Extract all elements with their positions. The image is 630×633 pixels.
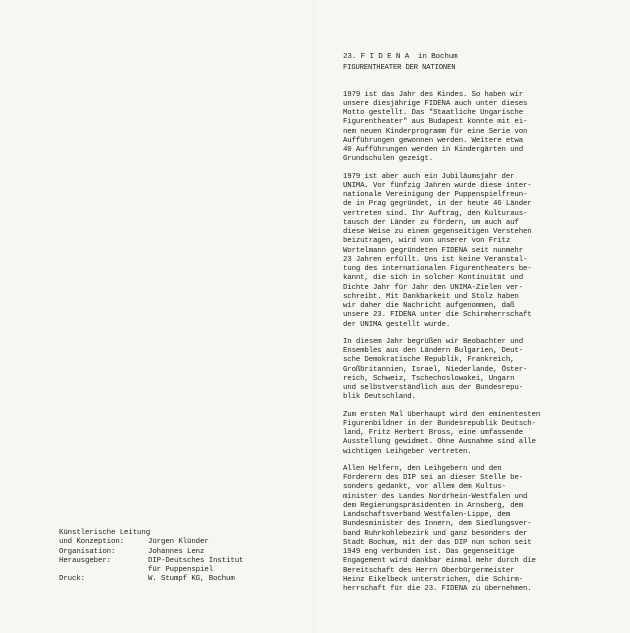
- text-line: sonders gedankt, vor allem dem Kultus-: [343, 483, 506, 492]
- text-line: In diesem Jahr begrüßen wir Beobachter und: [343, 337, 523, 346]
- text-line: Dichte Jahr für Jahr den UNIMA-Zielen ver-: [343, 283, 523, 292]
- text-line: schreibt. Mit Dankbarkeit und Stolz haben: [343, 292, 519, 301]
- credit-row: [59, 575, 309, 584]
- text-line: wichtigen Leihgeber vertreten.: [343, 447, 472, 456]
- credit-row: [59, 548, 309, 557]
- text-line: Engagement wird dankbar einmal mehr durch die: [343, 557, 536, 566]
- text-line: de in Prag gegründet, in der heute 46 Länder: [343, 200, 532, 209]
- text-line: der UNIMA gestellt wurde.: [343, 320, 451, 329]
- credits-rows: [59, 538, 309, 584]
- text-line: blik Deutschland.: [343, 393, 416, 402]
- text-line: unsere 23. FIDENA unter die Schirmherrschaft: [343, 311, 532, 320]
- credit-label: Organisation:: [59, 547, 116, 556]
- text-line: minister des Landes Nordrhein-Westfalen und: [343, 492, 528, 501]
- credit-value: DIP-Deutsches Institut: [148, 556, 244, 565]
- credit-value: Jürgen Klünder: [148, 538, 209, 547]
- text-line: UNIMA. Vor fünfzig Jahren wurde diese inter-: [343, 181, 532, 190]
- text-line: wir daher die Nachricht aufgenommen, daß: [343, 302, 515, 310]
- text-line: tausch der Länder zu fördern, um auch auf: [343, 218, 519, 227]
- text-line: unsere diesjährige FIDENA auch unter dieses: [343, 99, 528, 108]
- text-line: Motto gestellt. Das "Staatliche Ungarische: [343, 109, 523, 117]
- text-line: Landschaftsverband Westfalen-Lippe, dem: [343, 511, 511, 519]
- page-heading: 23. F I D E N A in Bochum: [343, 53, 458, 61]
- text-line: reich, Schweiz, Tschechoslowakei, Ungarn: [343, 374, 515, 383]
- text-line: diese Weise zu einem gegenseitigen Verstehen: [343, 228, 532, 236]
- credit-row: [59, 557, 309, 566]
- paragraph: [343, 91, 618, 165]
- text-line: nem neuen Kinderprogramm für eine Serie von: [343, 127, 528, 136]
- credit-value: für Puppenspiel: [148, 566, 214, 575]
- text-line: und selbstverständlich aus der Bundesrepu-: [343, 384, 523, 392]
- text-line: land, Fritz Herbert Bross, eine umfassende: [343, 429, 523, 437]
- credit-row: [59, 538, 309, 547]
- text-line: 40 Aufführungen werden in Kindergärten und: [343, 146, 523, 154]
- text-line: kannt, die sich in solcher Kontinuität und: [343, 274, 523, 283]
- text-line: 1979 ist das Jahr des Kindes. So haben wir: [343, 90, 523, 99]
- text-line: Bereitschaft des Herrn Oberbürgermeister: [343, 566, 515, 575]
- paragraph: [343, 173, 618, 330]
- text-line: Bundesminister des Innern, dem Siedlungsver-: [343, 520, 532, 529]
- text-line: band Ruhrkohlebezirk und ganz besonders der: [343, 529, 528, 538]
- credit-label: Druck:: [59, 575, 86, 584]
- text-line: 23 Jahren erfüllt. Uns ist keine Veranstal-: [343, 255, 528, 264]
- text-line: Ausstellung gewidmet. Ohne Ausnahme sind alle: [343, 438, 536, 447]
- text-line: 1949 eng verbunden ist. Das gegenseitige: [343, 548, 515, 556]
- text-line: nationale Vereinigung der Puppenspielfreun-: [343, 191, 528, 199]
- text-line: tung des internationalen Figurentheaters be-: [343, 265, 532, 273]
- text-line: Heinz Eikelbeck unterstrichen, die Schirm-: [343, 575, 523, 584]
- credit-value: W. Stumpf KG, Bochum: [148, 575, 235, 584]
- text-line: Figurentheater" aus Budapest konnte mit ei-: [343, 118, 528, 127]
- text-line: 1979 ist aber auch ein Jubiläumsjahr der: [343, 172, 515, 181]
- text-line: herrschaft für die 23. FIDENA zu übernehmen.: [343, 585, 532, 593]
- text-line: Allen Helfern, den Leihgebern und den: [343, 464, 502, 473]
- text-line: dem Regierungspräsidenten in Arnsberg, dem: [343, 501, 523, 510]
- body-text: [343, 91, 618, 595]
- credits-heading: Künstlerische Leitung: [59, 529, 151, 537]
- paragraph: [343, 465, 618, 595]
- text-column: [343, 53, 618, 602]
- paragraph: [343, 411, 618, 457]
- credit-value: Johannes Lenz: [148, 547, 205, 556]
- page-fold: [313, 0, 315, 633]
- text-line: Figurenbildner in der Bundesrepublik Deutsch-: [343, 419, 536, 428]
- paragraph: [343, 338, 618, 403]
- credit-row: [59, 566, 309, 575]
- credit-label: und Konzeption:: [59, 538, 125, 547]
- text-line: Grundschulen gezeigt.: [343, 155, 433, 164]
- text-line: Wortelmann gegründeten FIDENA seit nunmehr: [343, 246, 523, 255]
- text-line: vertreten sind. Ihr Auftrag, den Kulturaus-: [343, 209, 528, 218]
- credits-block: [59, 529, 309, 585]
- text-line: beizutragen, wird von unserer von Fritz: [343, 237, 511, 246]
- text-line: Großbritannien, Israel, Niederlande, Öster-: [343, 365, 528, 374]
- text-line: Förderern des DIP sei an dieser Stelle be-: [343, 474, 523, 482]
- text-line: sche Demokratische Republik, Frankreich,: [343, 356, 515, 365]
- text-line: Ensembles aus den Ländern Bulgarien, Deut-: [343, 347, 523, 355]
- page-subheading: FIGURENTHEATER DER NATIONEN: [343, 64, 456, 73]
- text-line: Zum ersten Mal überhaupt wird den eminentesten: [343, 410, 541, 419]
- text-line: Aufführungen gewonnen werden. Weitere etwa: [343, 136, 523, 145]
- credit-label: Herausgeber:: [59, 556, 112, 565]
- text-line: Stadt Bochum, mit der das DIP nun schon seit: [343, 538, 532, 547]
